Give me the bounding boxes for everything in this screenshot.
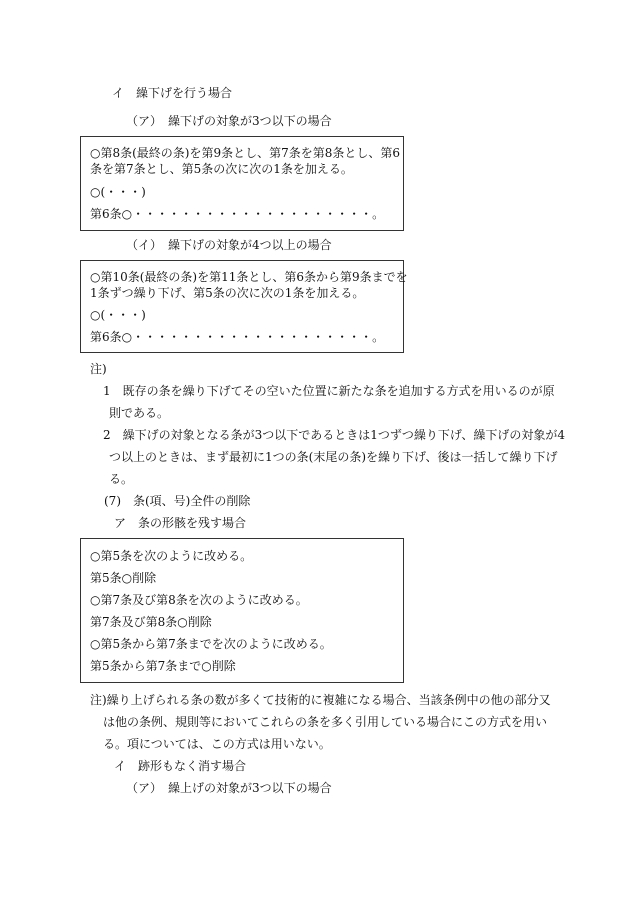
box3-line5: ○第5条から第7条までを次のように改める。 <box>90 637 332 651</box>
note2-line2: つ以上のときは、まず最初に1つの条(末尾の条)を繰り下げ、後は一括して繰り下げ <box>109 450 558 464</box>
box2-line3: ○(・・・) <box>90 308 146 322</box>
box2-line4: 第6条○・・・・・・・・・・・・・・・・・・・・。 <box>90 330 385 344</box>
section7-title: (7) 条(項、号)全件の削除 <box>104 494 251 508</box>
example-box-3 <box>80 538 404 683</box>
note-label: 注) <box>90 362 107 376</box>
box3-line2: 第5条○削除 <box>90 571 157 585</box>
note1-line2: 則である。 <box>109 406 170 420</box>
example-box-2 <box>80 260 408 353</box>
note1-line1: 1 既存の条を繰り下げてその空いた位置に新たな条を追加する方式を用いるのが原 <box>103 384 555 398</box>
box3-line1: ○第5条を次のように改める。 <box>90 549 253 563</box>
note2-line3: る。 <box>109 472 134 486</box>
sub-a-title: （ア） 繰下げの対象が3つ以下の場合 <box>126 114 332 128</box>
box1-line3: ○(・・・) <box>90 185 146 199</box>
box1-line4: 第6条○・・・・・・・・・・・・・・・・・・・・。 <box>90 207 385 221</box>
box3-line3: ○第7条及び第8条を次のように改める。 <box>90 593 308 607</box>
box3-line4: 第7条及び第8条○削除 <box>90 615 212 629</box>
note2-line1: 2 繰下げの対象となる条が3つ以下であるときは1つずつ繰り下げ、繰下げの対象が4 <box>103 428 566 442</box>
box1-line1: ○第8条(最終の条)を第9条とし、第7条を第8条とし、第6 <box>90 146 401 160</box>
section7-a-title: ア 条の形骸を残す場合 <box>114 516 247 530</box>
section-i-title: イ 繰下げを行う場合 <box>112 86 233 100</box>
note3-line2: は他の条例、規則等においてこれらの条を多く引用している場合にこの方式を用い <box>103 715 548 729</box>
note3-line3: る。項については、この方式は用いない。 <box>103 737 331 751</box>
box2-line2: 1条ずつ繰り下げ、第5条の次に次の1条を加える。 <box>90 286 365 300</box>
example-box-1 <box>80 136 404 231</box>
box3-line6: 第5条から第7条まで○削除 <box>90 659 236 673</box>
note3-line1: 注)繰り上げられる条の数が多くて技術的に複雑になる場合、当該条例中の他の部分又 <box>90 693 551 707</box>
sub-b-title: （イ） 繰下げの対象が4つ以上の場合 <box>126 238 332 252</box>
section7-i-title: イ 跡形もなく消す場合 <box>114 759 247 773</box>
box1-line2: 条を第7条とし、第5条の次に次の1条を加える。 <box>90 162 353 176</box>
section7-i-sub-a: （ア） 繰上げの対象が3つ以下の場合 <box>126 781 332 795</box>
box2-line1: ○第10条(最終の条)を第11条とし、第6条から第9条までを <box>90 270 408 284</box>
